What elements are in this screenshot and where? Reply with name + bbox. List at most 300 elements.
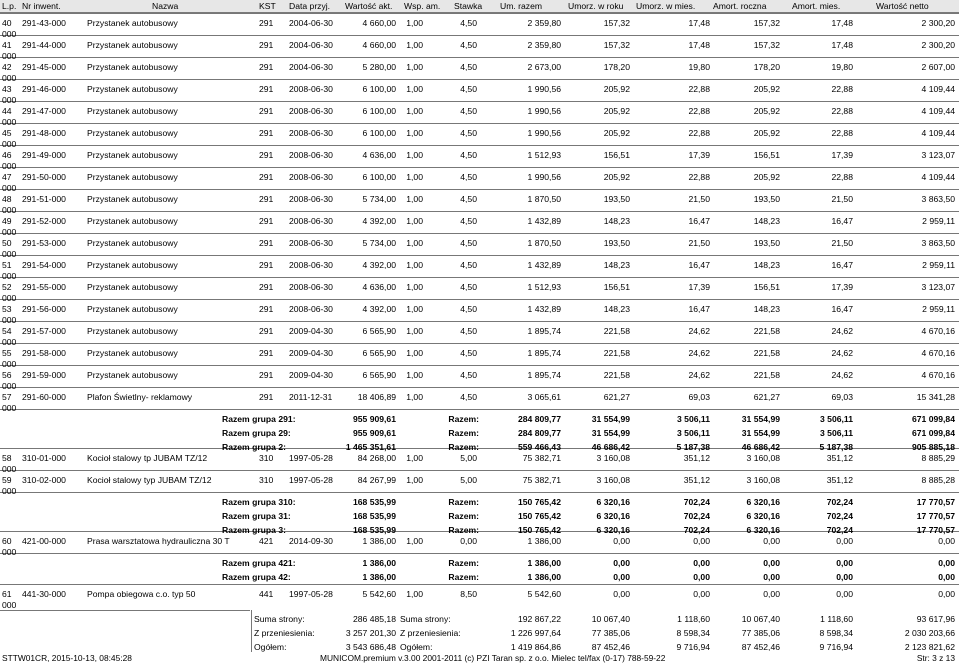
row-mo: 19,80 (688, 62, 710, 72)
page-total-net: 2 030 203,66 (904, 628, 955, 638)
row-um: 1 895,74 (527, 348, 561, 358)
group-total-label: Razem grupa 2: (222, 442, 286, 452)
row-kst: 291 (259, 18, 274, 28)
row-divider (0, 584, 959, 585)
row-inventory-number: 291-46-000 (22, 84, 66, 94)
row-net: 2 607,00 (921, 62, 955, 72)
row-net: 2 959,11 (922, 216, 955, 226)
row-divider (0, 233, 959, 234)
row-asset-name: Przystanek autobusowy (87, 216, 178, 226)
row-divider (0, 492, 959, 493)
row-val: 6 565,90 (362, 370, 396, 380)
page-total-yr: 10 067,40 (591, 614, 630, 624)
row-inventory-suffix: 000 (2, 315, 17, 325)
group-total-value: 1 465 351,61 (345, 442, 396, 452)
group-total-ay: 46 686,42 (741, 442, 780, 452)
group-total-yr: 0,00 (613, 558, 630, 568)
row-rate: 4,50 (460, 392, 477, 402)
row-val: 6 100,00 (362, 172, 396, 182)
row-inventory-suffix: 000 (2, 359, 17, 369)
row-am: 22,88 (831, 106, 853, 116)
row-divider (0, 409, 959, 410)
row-asset-name: Przystanek autobusowy (87, 282, 178, 292)
row-date: 2009-04-30 (289, 370, 333, 380)
row-mo: 16,47 (688, 304, 710, 314)
row-mo: 69,03 (688, 392, 710, 402)
row-inventory-number: 291-52-000 (22, 216, 66, 226)
group-total-net: 17 770,57 (916, 525, 955, 535)
group-total-mo: 702,24 (683, 511, 710, 521)
group-total-value: 168 535,99 (352, 511, 396, 521)
group-total-yr: 46 686,42 (591, 442, 630, 452)
row-wsp: 1,00 (406, 453, 423, 463)
group-total-yr: 6 320,16 (596, 497, 630, 507)
row-lp: 54 (2, 326, 12, 336)
row-am: 24,62 (831, 326, 853, 336)
row-date: 2008-06-30 (289, 150, 333, 160)
row-asset-name: Przystanek autobusowy (87, 18, 178, 28)
row-um: 1 870,50 (527, 238, 561, 248)
row-am: 22,88 (831, 172, 853, 182)
col-header-yr: Umorz. w roku (568, 1, 624, 11)
page-total-value: 3 257 201,30 (345, 628, 396, 638)
row-val: 4 636,00 (362, 150, 396, 160)
row-inventory-number: 441-30-000 (22, 589, 66, 599)
row-date: 2008-06-30 (289, 282, 333, 292)
row-val: 6 100,00 (362, 128, 396, 138)
row-wsp: 1,00 (406, 172, 423, 182)
group-total-um: 559 466,43 (517, 442, 561, 452)
row-lp: 47 (2, 172, 12, 182)
group-total-um: 150 765,42 (517, 511, 561, 521)
group-total-label: Razem grupa 310: (222, 497, 296, 507)
row-inventory-suffix: 000 (2, 117, 17, 127)
group-total-mo: 5 187,38 (676, 442, 710, 452)
row-kst: 291 (259, 370, 274, 380)
row-divider (0, 123, 959, 124)
row-ay: 148,23 (753, 216, 780, 226)
row-mo: 22,88 (688, 128, 710, 138)
row-lp: 45 (2, 128, 12, 138)
group-total-net: 17 770,57 (916, 511, 955, 521)
row-asset-name: Prasa warsztatowa hydrauliczna 30 T (87, 536, 230, 546)
row-um: 2 673,00 (527, 62, 561, 72)
row-net: 3 863,50 (921, 194, 955, 204)
row-um: 1 512,93 (527, 282, 561, 292)
row-am: 17,48 (831, 40, 853, 50)
group-total-um: 1 386,00 (527, 572, 561, 582)
group-total-value: 168 535,99 (352, 525, 396, 535)
group-total-um: 150 765,42 (517, 525, 561, 535)
row-val: 5 280,00 (362, 62, 396, 72)
row-asset-name: Kocioł stalowy typ JUBAM TZ/12 (87, 475, 212, 485)
row-am: 22,88 (831, 128, 853, 138)
row-ay: 193,50 (753, 238, 780, 248)
page-total-net: 2 123 821,62 (904, 642, 955, 652)
row-asset-name: Przystanek autobusowy (87, 260, 178, 270)
row-kst: 291 (259, 150, 274, 160)
group-total-net: 671 099,84 (911, 428, 955, 438)
group-total-am: 0,00 (836, 558, 853, 568)
group-total-am: 3 506,11 (820, 428, 853, 438)
row-mo: 24,62 (688, 370, 710, 380)
row-val: 4 392,00 (362, 260, 396, 270)
row-inventory-suffix: 000 (2, 486, 17, 496)
row-ay: 221,58 (753, 348, 780, 358)
row-date: 2009-04-30 (289, 326, 333, 336)
row-divider (0, 167, 959, 168)
group-total-ay: 31 554,99 (741, 428, 780, 438)
row-yr: 0,00 (613, 589, 630, 599)
row-inventory-suffix: 000 (2, 227, 17, 237)
row-kst: 291 (259, 106, 274, 116)
row-val: 84 268,00 (357, 453, 396, 463)
row-mo: 17,48 (688, 40, 710, 50)
row-asset-name: Przystanek autobusowy (87, 172, 178, 182)
row-val: 6 100,00 (362, 84, 396, 94)
row-divider (0, 277, 959, 278)
row-yr: 221,58 (603, 370, 630, 380)
column-header-bar (0, 0, 959, 13)
row-um: 1 432,89 (527, 304, 561, 314)
row-lp: 48 (2, 194, 12, 204)
row-ay: 221,58 (753, 326, 780, 336)
group-total-mo: 702,24 (683, 525, 710, 535)
col-header-name: Nazwa (152, 1, 179, 11)
row-ay: 205,92 (753, 172, 780, 182)
row-asset-name: Kocioł stalowy tp JUBAM TZ/12 (87, 453, 208, 463)
row-rate: 4,50 (460, 238, 477, 248)
row-net: 2 959,11 (922, 304, 955, 314)
group-total-mo: 0,00 (693, 572, 710, 582)
row-am: 21,50 (831, 194, 853, 204)
page-total-label-2: Z przeniesienia: (400, 628, 461, 638)
group-total-razem: Razem: (448, 511, 479, 521)
row-um: 1 512,93 (527, 150, 561, 160)
col-header-am: Amort. mies. (792, 1, 841, 11)
row-divider (0, 145, 959, 146)
page-counter-footer: Str: 3 z 13 (916, 653, 955, 663)
row-am: 24,62 (831, 370, 853, 380)
row-yr: 148,23 (603, 216, 630, 226)
row-inventory-number: 291-54-000 (22, 260, 66, 270)
row-divider (0, 255, 959, 256)
report-id-footer: STTW01CR, 2015-10-13, 08:45:28 (2, 653, 132, 663)
row-lp: 41 (2, 40, 12, 50)
row-yr: 193,50 (603, 238, 630, 248)
row-rate: 4,50 (460, 304, 477, 314)
row-kst: 291 (259, 348, 274, 358)
row-am: 16,47 (831, 260, 853, 270)
row-rate: 4,50 (460, 106, 477, 116)
row-rate: 4,50 (460, 40, 477, 50)
group-total-label: Razem grupa 29: (222, 428, 291, 438)
row-wsp: 1,00 (406, 106, 423, 116)
row-net: 2 300,20 (921, 40, 955, 50)
row-rate: 4,50 (460, 62, 477, 72)
row-val: 18 406,89 (357, 392, 396, 402)
row-um: 2 359,80 (527, 18, 561, 28)
group-total-razem: Razem: (448, 497, 479, 507)
row-am: 17,48 (831, 18, 853, 28)
row-am: 22,88 (831, 84, 853, 94)
group-total-value: 168 535,99 (352, 497, 396, 507)
row-kst: 291 (259, 172, 274, 182)
row-asset-name: Przystanek autobusowy (87, 194, 178, 204)
row-ay: 3 160,08 (746, 475, 780, 485)
row-net: 4 109,44 (921, 106, 955, 116)
row-kst: 291 (259, 282, 274, 292)
row-yr: 193,50 (603, 194, 630, 204)
group-total-mo: 3 506,11 (677, 414, 710, 424)
row-divider (0, 321, 959, 322)
row-wsp: 1,00 (406, 84, 423, 94)
row-asset-name: Przystanek autobusowy (87, 84, 178, 94)
row-lp: 50 (2, 238, 12, 248)
row-rate: 4,50 (460, 216, 477, 226)
row-yr: 205,92 (603, 172, 630, 182)
page-total-label-2: Ogółem: (400, 642, 433, 652)
row-wsp: 1,00 (406, 40, 423, 50)
row-am: 19,80 (831, 62, 853, 72)
col-header-kst: KST (259, 1, 276, 11)
row-date: 2008-06-30 (289, 106, 333, 116)
group-total-am: 5 187,38 (819, 442, 853, 452)
row-rate: 4,50 (460, 370, 477, 380)
group-total-razem: Razem: (448, 525, 479, 535)
row-asset-name: Przystanek autobusowy (87, 238, 178, 248)
row-inventory-suffix: 000 (2, 183, 17, 193)
row-mo: 17,39 (688, 282, 710, 292)
row-ay: 193,50 (753, 194, 780, 204)
row-kst: 441 (259, 589, 274, 599)
group-total-razem: Razem: (448, 558, 479, 568)
group-total-um: 150 765,42 (517, 497, 561, 507)
row-kst: 291 (259, 260, 274, 270)
row-divider (0, 79, 959, 80)
page-total-ay: 77 385,06 (741, 628, 780, 638)
page-total-am: 1 118,60 (820, 614, 853, 624)
row-date: 2008-06-30 (289, 84, 333, 94)
row-yr: 157,32 (603, 18, 630, 28)
group-total-am: 702,24 (826, 497, 853, 507)
row-rate: 4,50 (460, 128, 477, 138)
group-total-value: 955 909,61 (352, 428, 396, 438)
row-yr: 178,20 (603, 62, 630, 72)
row-rate: 4,50 (460, 326, 477, 336)
row-net: 2 300,20 (921, 18, 955, 28)
row-inventory-suffix: 000 (2, 293, 17, 303)
row-yr: 221,58 (603, 348, 630, 358)
row-divider (0, 101, 959, 102)
row-kst: 291 (259, 392, 274, 402)
row-net: 15 341,28 (916, 392, 955, 402)
row-am: 16,47 (831, 216, 853, 226)
page-total-label: Ogółem: (254, 642, 287, 652)
group-total-razem: Razem: (448, 414, 479, 424)
row-asset-name: Przystanek autobusowy (87, 106, 178, 116)
row-inventory-suffix: 000 (2, 51, 17, 61)
row-um: 1 990,56 (527, 84, 561, 94)
page-total-value: 3 543 686,48 (345, 642, 396, 652)
row-rate: 5,00 (460, 475, 477, 485)
row-inventory-number: 291-43-000 (22, 18, 66, 28)
row-divider (0, 553, 959, 554)
row-kst: 291 (259, 84, 274, 94)
row-val: 6 565,90 (362, 326, 396, 336)
row-asset-name: Przystanek autobusowy (87, 62, 178, 72)
page-total-um: 1 419 864,86 (510, 642, 561, 652)
row-wsp: 1,00 (406, 18, 423, 28)
row-wsp: 1,00 (406, 260, 423, 270)
row-kst: 291 (259, 62, 274, 72)
row-um: 1 432,89 (527, 216, 561, 226)
row-wsp: 1,00 (406, 536, 423, 546)
group-total-label: Razem grupa 31: (222, 511, 291, 521)
row-inventory-number: 291-55-000 (22, 282, 66, 292)
group-total-razem: Razem: (448, 572, 479, 582)
group-total-ay: 6 320,16 (746, 511, 780, 521)
group-total-net: 0,00 (938, 558, 955, 568)
row-date: 2008-06-30 (289, 128, 333, 138)
row-inventory-suffix: 000 (2, 403, 17, 413)
row-rate: 4,50 (460, 282, 477, 292)
row-date: 1997-05-28 (289, 475, 333, 485)
page-total-um: 192 867,22 (517, 614, 561, 624)
row-ay: 205,92 (753, 106, 780, 116)
row-net: 3 123,07 (921, 150, 955, 160)
row-lp: 52 (2, 282, 12, 292)
row-date: 2008-06-30 (289, 238, 333, 248)
group-total-um: 284 809,77 (517, 428, 561, 438)
row-yr: 221,58 (603, 326, 630, 336)
row-val: 6 100,00 (362, 106, 396, 116)
col-header-rate: Stawka (454, 1, 483, 11)
row-kst: 291 (259, 194, 274, 204)
row-inventory-number: 291-50-000 (22, 172, 66, 182)
page-total-value: 286 485,18 (352, 614, 396, 624)
row-inventory-suffix: 000 (2, 29, 17, 39)
page-total-yr: 77 385,06 (591, 628, 630, 638)
row-um: 1 386,00 (527, 536, 561, 546)
row-date: 2014-09-30 (289, 536, 333, 546)
row-date: 2008-06-30 (289, 260, 333, 270)
page-total-mo: 8 598,34 (676, 628, 710, 638)
row-lp: 59 (2, 475, 12, 485)
row-date: 2008-06-30 (289, 194, 333, 204)
row-divider (0, 211, 959, 212)
row-rate: 4,50 (460, 150, 477, 160)
row-kst: 310 (259, 453, 274, 463)
page-total-label: Suma strony: (254, 614, 305, 624)
row-divider (0, 299, 959, 300)
group-total-value: 955 909,61 (352, 414, 396, 424)
row-um: 3 065,61 (527, 392, 561, 402)
row-asset-name: Przystanek autobusowy (87, 304, 178, 314)
row-kst: 291 (259, 128, 274, 138)
col-header-lp: L.p. (2, 1, 17, 11)
row-yr: 156,51 (603, 150, 630, 160)
row-val: 4 660,00 (362, 18, 396, 28)
row-val: 84 267,99 (357, 475, 396, 485)
row-mo: 0,00 (693, 536, 710, 546)
row-um: 1 870,50 (527, 194, 561, 204)
page-total-yr: 87 452,46 (591, 642, 630, 652)
row-divider (0, 343, 959, 344)
group-total-ay: 0,00 (763, 572, 780, 582)
row-inventory-suffix: 000 (2, 381, 17, 391)
col-header-wsp: Wsp. am. (404, 1, 441, 11)
row-asset-name: Przystanek autobusowy (87, 370, 178, 380)
row-asset-name: Przystanek autobusowy (87, 40, 178, 50)
row-divider (0, 57, 959, 58)
row-lp: 57 (2, 392, 12, 402)
totals-divider (251, 610, 252, 652)
row-yr: 156,51 (603, 282, 630, 292)
row-rate: 4,50 (460, 172, 477, 182)
row-ay: 148,23 (753, 260, 780, 270)
row-wsp: 1,00 (406, 150, 423, 160)
row-net: 4 670,16 (921, 326, 955, 336)
row-inventory-number: 291-47-000 (22, 106, 66, 116)
row-wsp: 1,00 (406, 589, 423, 599)
row-kst: 291 (259, 40, 274, 50)
row-kst: 291 (259, 304, 274, 314)
page-total-ay: 87 452,46 (741, 642, 780, 652)
group-total-yr: 6 320,16 (596, 525, 630, 535)
row-am: 24,62 (831, 348, 853, 358)
row-am: 16,47 (831, 304, 853, 314)
row-rate: 4,50 (460, 18, 477, 28)
row-rate: 0,00 (460, 536, 477, 546)
page-total-am: 8 598,34 (819, 628, 853, 638)
row-ay: 205,92 (753, 84, 780, 94)
row-ay: 156,51 (753, 282, 780, 292)
row-ay: 157,32 (753, 40, 780, 50)
group-total-razem: Razem: (448, 442, 479, 452)
row-mo: 0,00 (693, 589, 710, 599)
row-inventory-suffix: 000 (2, 600, 17, 610)
row-inventory-suffix: 000 (2, 337, 17, 347)
row-kst: 310 (259, 475, 274, 485)
row-net: 0,00 (938, 589, 955, 599)
row-net: 4 109,44 (921, 84, 955, 94)
row-am: 0,00 (836, 589, 853, 599)
group-total-am: 3 506,11 (820, 414, 853, 424)
row-mo: 22,88 (688, 172, 710, 182)
group-total-ay: 6 320,16 (746, 525, 780, 535)
row-ay: 3 160,08 (746, 453, 780, 463)
row-wsp: 1,00 (406, 238, 423, 248)
group-total-label: Razem grupa 42: (222, 572, 291, 582)
row-am: 0,00 (836, 536, 853, 546)
row-inventory-number: 310-02-000 (22, 475, 66, 485)
group-total-razem: Razem: (448, 428, 479, 438)
row-ay: 0,00 (763, 536, 780, 546)
row-um: 1 895,74 (527, 326, 561, 336)
software-credit-footer: MUNICOM.premium v.3.00 2001-2011 (c) PZI Taran sp. z o.o. Mielec tel/fax (0-17) 788-59-22 (320, 653, 666, 663)
row-asset-name: Przystanek autobusowy (87, 348, 178, 358)
row-ay: 221,58 (753, 370, 780, 380)
group-total-am: 0,00 (836, 572, 853, 582)
row-um: 75 382,71 (522, 475, 561, 485)
row-ay: 621,27 (753, 392, 780, 402)
row-val: 4 636,00 (362, 282, 396, 292)
row-divider (0, 35, 959, 36)
group-total-yr: 31 554,99 (591, 414, 630, 424)
row-mo: 24,62 (688, 326, 710, 336)
row-am: 351,12 (826, 475, 853, 485)
